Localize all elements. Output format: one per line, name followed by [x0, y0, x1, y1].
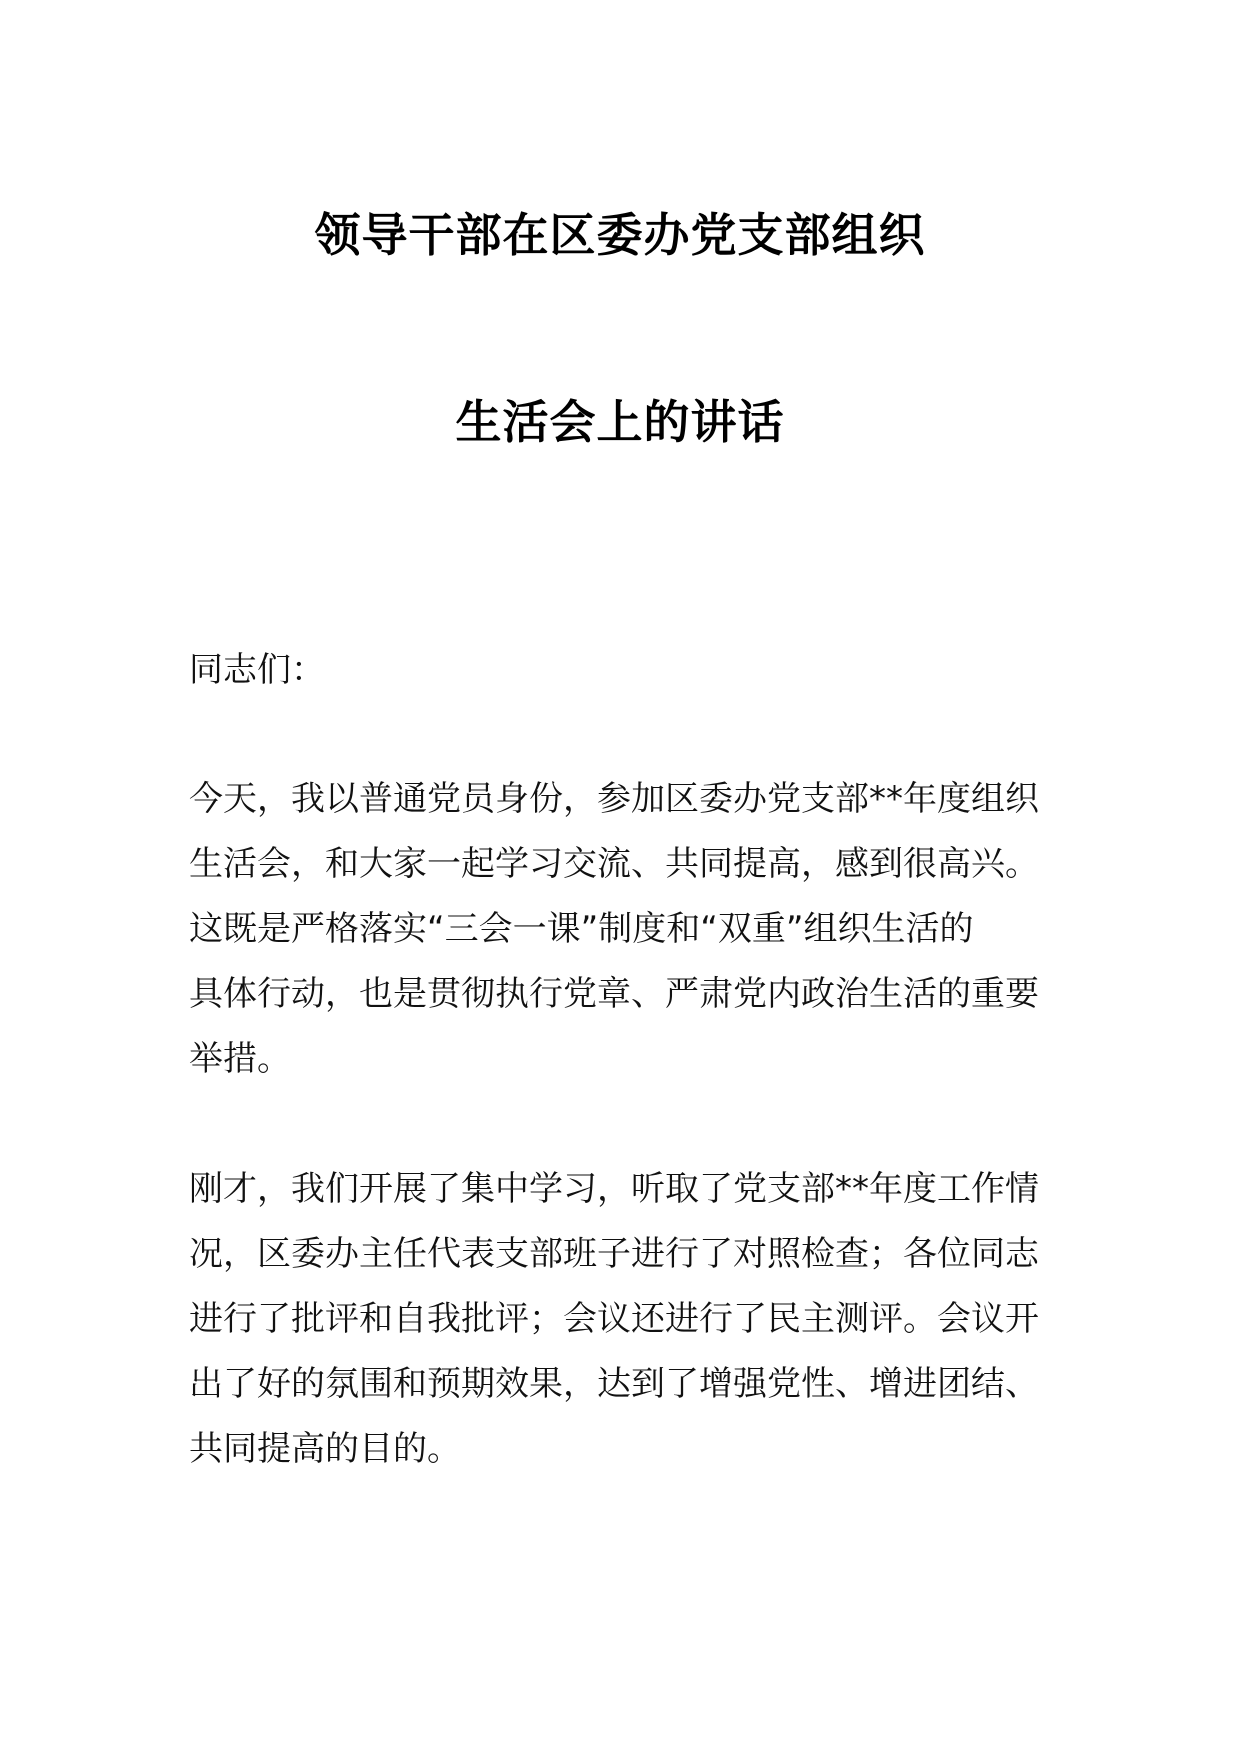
document-title-line-1: 领导干部在区委办党支部组织: [314, 208, 926, 262]
paragraph-2: [189, 1157, 1059, 1482]
paragraph-line: 举措。: [189, 1039, 291, 1079]
paragraph-line: 今天，我以普通党员身份，参加区委办党支部**年度组织: [189, 779, 1039, 819]
paragraph-1: [189, 767, 1059, 1092]
paragraph-line: 出了好的氛围和预期效果，达到了增强党性、增进团结、: [189, 1364, 1039, 1404]
paragraph-line: 这既是严格落实“三会一课”制度和“双重”组织生活的: [189, 909, 974, 949]
paragraph-line: 进行了批评和自我批评；会议还进行了民主测评。会议开: [189, 1299, 1039, 1339]
document-title-line-2: 生活会上的讲话: [455, 395, 785, 449]
paragraph-line: 生活会，和大家一起学习交流、共同提高，感到很高兴。: [189, 844, 1039, 884]
paragraph-line: 刚才，我们开展了集中学习，听取了党支部**年度工作情: [189, 1169, 1039, 1209]
paragraph-line: 共同提高的目的。: [189, 1429, 461, 1469]
greeting: 同志们：: [189, 650, 325, 690]
paragraph-line: 具体行动，也是贯彻执行党章、严肃党内政治生活的重要: [189, 974, 1039, 1014]
paragraph-line: 况，区委办主任代表支部班子进行了对照检查；各位同志: [189, 1234, 1039, 1274]
